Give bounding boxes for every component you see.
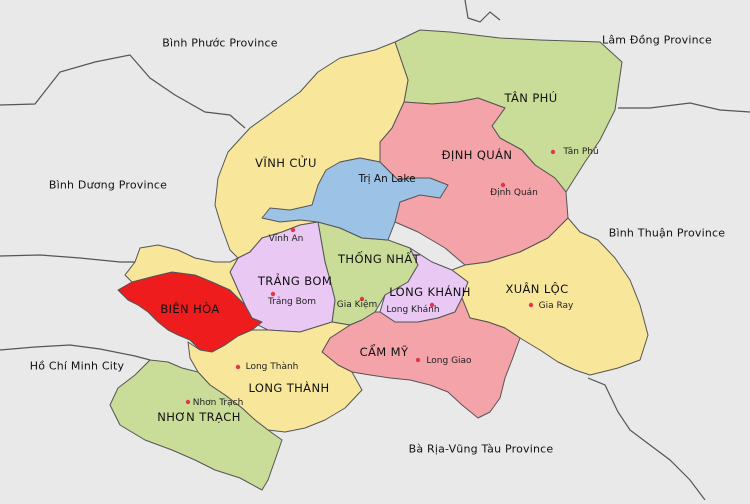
town-dot-tan-phu	[551, 150, 555, 154]
district-label-cam-my: CẨM MỸ	[359, 345, 409, 359]
boundary-binh-duong-south	[0, 255, 135, 262]
town-label-long-khanh: Long Khánh	[386, 305, 440, 315]
town-dot-nhon-trach	[186, 400, 190, 404]
town-label-nhon-trach: Nhơn Trạch	[192, 398, 244, 408]
town-dot-gia-ray	[529, 303, 533, 307]
district-label-tan-phu: TÂN PHÚ	[504, 91, 558, 105]
town-dot-long-thanh	[236, 365, 240, 369]
province-label-ho-chi-minh: Hồ Chí Minh City	[29, 359, 125, 373]
province-label-lam-dong: Lâm Đồng Province	[602, 33, 712, 47]
town-label-long-thanh: Long Thành	[245, 362, 299, 372]
district-label-bien-hoa: BIÊN HÒA	[160, 302, 220, 316]
district-label-thong-nhat: THỐNG NHẤT	[337, 252, 421, 266]
town-label-long-giao: Long Giao	[426, 356, 472, 366]
province-label-binh-phuoc: Bình Phước Province	[162, 36, 278, 50]
district-label-long-thanh: LONG THÀNH	[248, 381, 330, 395]
town-label-vinh-an: Vĩnh An	[268, 234, 304, 244]
town-dot-dinh-quan	[501, 183, 505, 187]
district-label-nhon-trach: NHƠN TRẠCH	[157, 410, 241, 424]
town-label-gia-kiem: Gia Kiệm	[336, 300, 378, 310]
town-label-trang-bom: Trảng Bom	[267, 297, 317, 307]
district-label-vinh-cuu: VĨNH CỬU	[255, 156, 317, 170]
province-label-binh-thuan: Bình Thuận Province	[608, 226, 726, 240]
district-label-trang-bom: TRẢNG BOM	[257, 274, 333, 288]
boundary-hcmc	[0, 345, 150, 360]
district-label-dinh-quan: ĐỊNH QUÁN	[441, 148, 513, 162]
boundary-binh-duong-north	[0, 55, 245, 128]
lake-label-tri-an: Trị An Lake	[358, 173, 416, 185]
town-dot-long-giao	[416, 358, 420, 362]
province-label-ba-ria-vung-tau: Bà Rịa-Vũng Tàu Province	[408, 442, 554, 456]
town-dot-trang-bom	[271, 292, 275, 296]
boundary-ba-ria	[588, 378, 705, 500]
district-label-xuan-loc: XUÂN LỘC	[505, 282, 569, 296]
town-label-gia-ray: Gia Ray	[538, 301, 574, 311]
town-label-tan-phu: Tân Phú	[563, 147, 599, 157]
boundary-north-top	[465, 0, 500, 22]
province-label-binh-duong: Bình Dương Province	[48, 178, 168, 192]
town-label-dinh-quan: Định Quán	[490, 188, 538, 198]
town-dot-vinh-an	[291, 228, 295, 232]
boundary-lam-dong	[618, 103, 750, 112]
district-label-long-khanh: LONG KHÁNH	[389, 285, 471, 299]
